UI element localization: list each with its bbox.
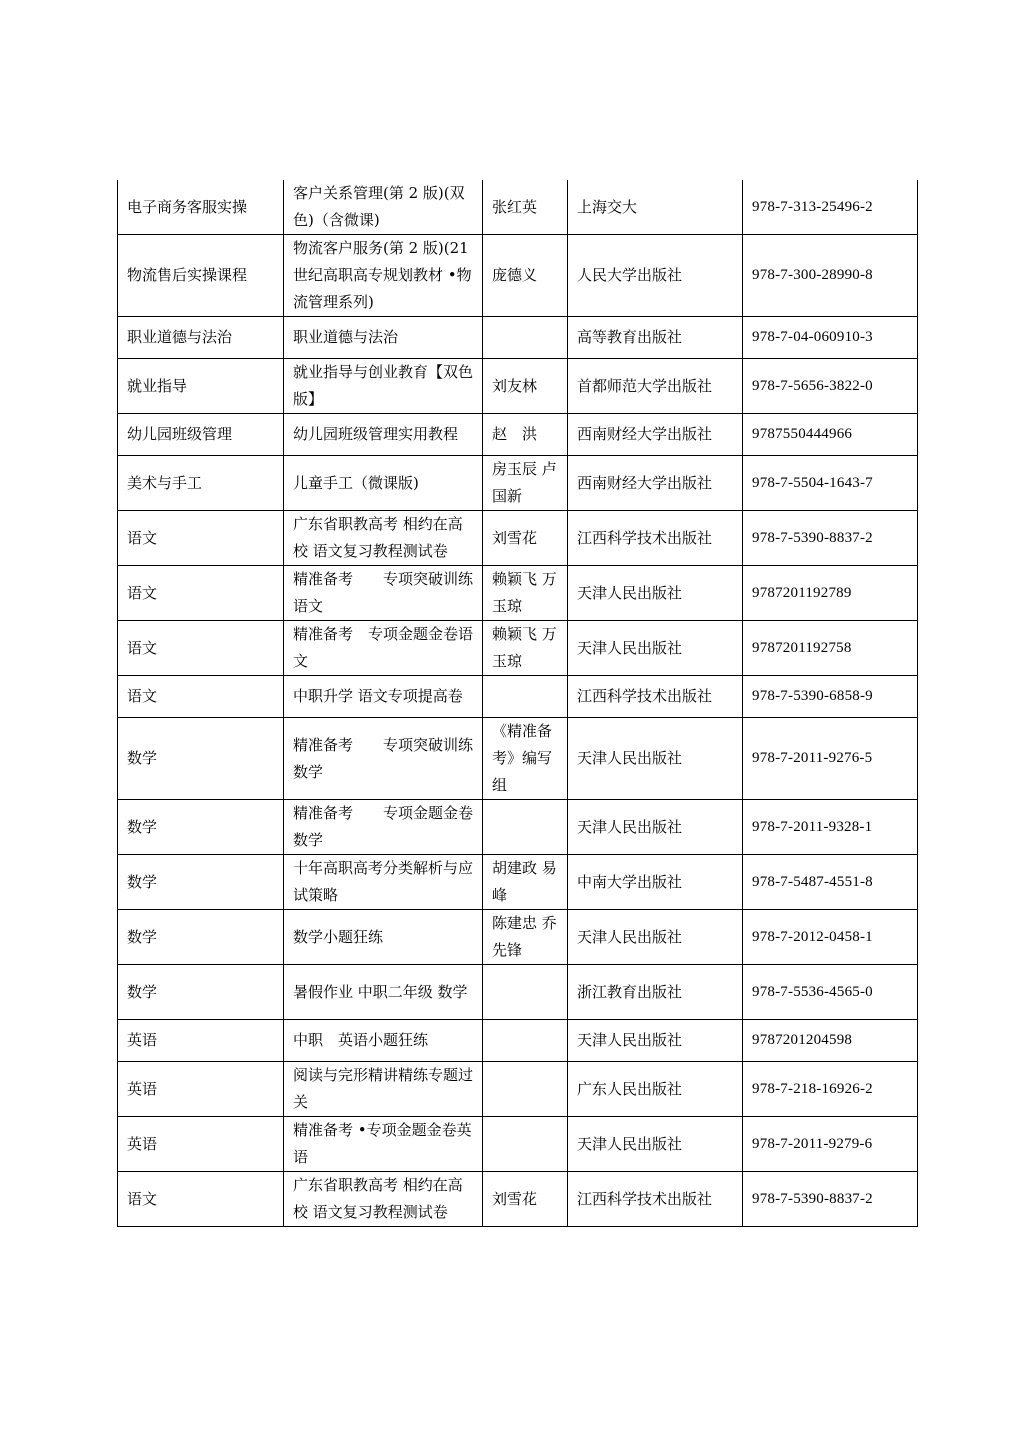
table-row: [118, 180, 918, 235]
table-row: [118, 1020, 918, 1062]
author-cell: 赖颖飞 万玉琼: [483, 566, 568, 621]
author-cell: [483, 676, 568, 718]
course-cell: 数学: [118, 855, 284, 910]
isbn-cell: 978-7-218-16926-2: [743, 1062, 918, 1117]
isbn-cell: 978-7-5390-8837-2: [743, 511, 918, 566]
table-row: [118, 855, 918, 910]
course-cell: 语文: [118, 511, 284, 566]
publisher-cell: 江西科学技术出版社: [568, 511, 743, 566]
table-row: [118, 414, 918, 456]
table-row: [118, 676, 918, 718]
table-row: [118, 621, 918, 676]
publisher-cell: 广东人民出版社: [568, 1062, 743, 1117]
table-row: [118, 235, 918, 317]
course-cell: 语文: [118, 621, 284, 676]
publisher-cell: 西南财经大学出版社: [568, 456, 743, 511]
course-cell: 数学: [118, 910, 284, 965]
author-cell: [483, 800, 568, 855]
table-row: [118, 317, 918, 359]
publisher-cell: 高等教育出版社: [568, 317, 743, 359]
book-title-cell: 精准备考 •专项金题金卷英语: [284, 1117, 483, 1172]
isbn-cell: 978-7-2011-9276-5: [743, 718, 918, 800]
author-cell: 庞德义: [483, 235, 568, 317]
course-cell: 英语: [118, 1020, 284, 1062]
publisher-cell: 首都师范大学出版社: [568, 359, 743, 414]
course-cell: 语文: [118, 1172, 284, 1227]
isbn-cell: 978-7-5536-4565-0: [743, 965, 918, 1020]
book-title-cell: 幼儿园班级管理实用教程: [284, 414, 483, 456]
author-cell: [483, 317, 568, 359]
author-cell: 赵 洪: [483, 414, 568, 456]
author-cell: 房玉辰 卢国新: [483, 456, 568, 511]
table-row: [118, 965, 918, 1020]
course-cell: 物流售后实操课程: [118, 235, 284, 317]
publisher-cell: 中南大学出版社: [568, 855, 743, 910]
book-title-cell: 暑假作业 中职二年级 数学: [284, 965, 483, 1020]
author-cell: 张红英: [483, 180, 568, 235]
book-title-cell: 阅读与完形精讲精练专题过关: [284, 1062, 483, 1117]
course-cell: 美术与手工: [118, 456, 284, 511]
isbn-cell: 9787201192758: [743, 621, 918, 676]
table-row: [118, 456, 918, 511]
isbn-cell: 978-7-2011-9328-1: [743, 800, 918, 855]
book-title-cell: 精准备考 专项突破训练数学: [284, 718, 483, 800]
isbn-cell: 978-7-313-25496-2: [743, 180, 918, 235]
author-cell: [483, 1117, 568, 1172]
publisher-cell: 西南财经大学出版社: [568, 414, 743, 456]
publisher-cell: 江西科学技术出版社: [568, 676, 743, 718]
course-cell: 语文: [118, 676, 284, 718]
book-title-cell: 精准备考 专项金题金卷语文: [284, 621, 483, 676]
isbn-cell: 978-7-5504-1643-7: [743, 456, 918, 511]
table-row: [118, 359, 918, 414]
course-cell: 数学: [118, 800, 284, 855]
book-title-cell: 精准备考 专项突破训练语文: [284, 566, 483, 621]
table-row: [118, 718, 918, 800]
course-cell: 幼儿园班级管理: [118, 414, 284, 456]
table-row: [118, 800, 918, 855]
course-cell: 语文: [118, 566, 284, 621]
isbn-cell: 978-7-5656-3822-0: [743, 359, 918, 414]
publisher-cell: 天津人民出版社: [568, 800, 743, 855]
table-row: [118, 910, 918, 965]
table-row: [118, 566, 918, 621]
book-title-cell: 中职升学 语文专项提高卷: [284, 676, 483, 718]
publisher-cell: 人民大学出版社: [568, 235, 743, 317]
isbn-cell: 9787201192789: [743, 566, 918, 621]
isbn-cell: 978-7-5487-4551-8: [743, 855, 918, 910]
textbook-table: [117, 180, 918, 1227]
course-cell: 数学: [118, 718, 284, 800]
isbn-cell: 978-7-2011-9279-6: [743, 1117, 918, 1172]
author-cell: 胡建政 易峰: [483, 855, 568, 910]
course-cell: 电子商务客服实操: [118, 180, 284, 235]
author-cell: 刘雪花: [483, 511, 568, 566]
course-cell: 英语: [118, 1062, 284, 1117]
isbn-cell: 978-7-300-28990-8: [743, 235, 918, 317]
author-cell: 陈建忠 乔先锋: [483, 910, 568, 965]
author-cell: 刘友林: [483, 359, 568, 414]
book-title-cell: 广东省职教高考 相约在高校 语文复习教程测试卷: [284, 511, 483, 566]
book-title-cell: 职业道德与法治: [284, 317, 483, 359]
publisher-cell: 江西科学技术出版社: [568, 1172, 743, 1227]
table-row: [118, 1117, 918, 1172]
author-cell: [483, 1062, 568, 1117]
course-cell: 就业指导: [118, 359, 284, 414]
table-row: [118, 511, 918, 566]
table-row: [118, 1172, 918, 1227]
author-cell: 刘雪花: [483, 1172, 568, 1227]
isbn-cell: 978-7-5390-6858-9: [743, 676, 918, 718]
book-title-cell: 就业指导与创业教育【双色版】: [284, 359, 483, 414]
publisher-cell: 天津人民出版社: [568, 1020, 743, 1062]
isbn-cell: 978-7-04-060910-3: [743, 317, 918, 359]
course-cell: 数学: [118, 965, 284, 1020]
author-cell: 《精准备考》编写组: [483, 718, 568, 800]
isbn-cell: 978-7-2012-0458-1: [743, 910, 918, 965]
book-title-cell: 中职 英语小题狂练: [284, 1020, 483, 1062]
publisher-cell: 浙江教育出版社: [568, 965, 743, 1020]
table-row: [118, 1062, 918, 1117]
publisher-cell: 天津人民出版社: [568, 718, 743, 800]
book-title-cell: 精准备考 专项金题金卷数学: [284, 800, 483, 855]
book-title-cell: 物流客户服务(第 2 版)(21 世纪高职高专规划教材 •物流管理系列): [284, 235, 483, 317]
course-cell: 英语: [118, 1117, 284, 1172]
book-title-cell: 数学小题狂练: [284, 910, 483, 965]
author-cell: [483, 965, 568, 1020]
publisher-cell: 天津人民出版社: [568, 621, 743, 676]
author-cell: 赖颖飞 万玉琼: [483, 621, 568, 676]
isbn-cell: 9787201204598: [743, 1020, 918, 1062]
publisher-cell: 天津人民出版社: [568, 910, 743, 965]
isbn-cell: 9787550444966: [743, 414, 918, 456]
course-cell: 职业道德与法治: [118, 317, 284, 359]
publisher-cell: 天津人民出版社: [568, 566, 743, 621]
book-title-cell: 儿童手工（微课版): [284, 456, 483, 511]
book-title-cell: 广东省职教高考 相约在高校 语文复习教程测试卷: [284, 1172, 483, 1227]
publisher-cell: 天津人民出版社: [568, 1117, 743, 1172]
book-title-cell: 客户关系管理(第 2 版)(双色)（含微课): [284, 180, 483, 235]
publisher-cell: 上海交大: [568, 180, 743, 235]
book-title-cell: 十年高职高考分类解析与应试策略: [284, 855, 483, 910]
author-cell: [483, 1020, 568, 1062]
isbn-cell: 978-7-5390-8837-2: [743, 1172, 918, 1227]
